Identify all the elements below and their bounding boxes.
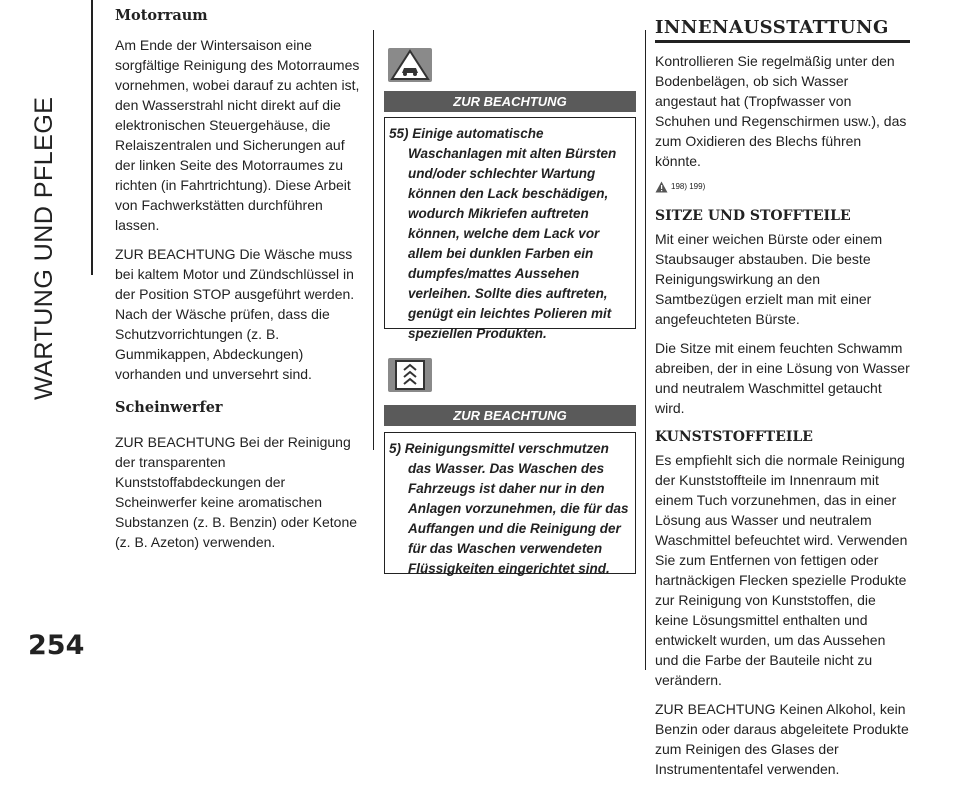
engine-heading: Motorraum: [115, 7, 208, 24]
engine-paragraph-2: ZUR BEACHTUNG Die Wäsche muss bei kaltem Motor und Zündschlüssel in der Position STOP ausgeführt werden. Nach der Wäsche prüfen, dass die Schutzvorrichtungen (z. B. Gummikappen, Abdeckungen) vorhanden und unversehrt sind.: [115, 246, 355, 382]
column-right: [655, 18, 910, 788]
warning-1-number: 55): [389, 126, 409, 141]
page-number: 254: [28, 630, 85, 661]
column-divider-right: [645, 30, 646, 670]
note-references: [655, 177, 910, 197]
interior-paragraph: Kontrollieren Sie regelmäßig unter den Bodenbelägen, ob sich Wasser angestaut hat (Tropfwasser von Schuhen und Regenschirmen usw.), das zum Oxidieren des Blechs führen könnte.: [655, 53, 907, 169]
warning-2-number: 5): [389, 441, 402, 456]
car-wash-icon: [388, 48, 432, 82]
plastic-paragraph-2: ZUR BEACHTUNG Keinen Alkohol, kein Benzin oder daraus abgeleitete Produkte zum Reinigen des Glases der Instrumententafel verwenden.: [655, 701, 909, 777]
headlight-paragraph: ZUR BEACHTUNG Bei der Reinigung der transparenten Kunststoffabdeckungen der Scheinwerfer keine aromatischen Substanzen (z. B. Benzin) oder Ketone (z. B. Azeton) verwenden.: [115, 434, 358, 550]
seats-paragraph-2: Die Sitze mit einem feuchten Schwamm abreiben, der in eine Lösung von Wasser und neutralem Waschmittel getaucht wird.: [655, 340, 910, 416]
column-left: [115, 6, 365, 561]
section-title-vertical: WARTUNG UND PFLEGE: [30, 96, 58, 400]
column-divider-left: [373, 30, 374, 450]
seats-paragraph-1: Mit einer weichen Bürste oder einem Staubsauger abstauben. Die beste Reinigungswirkung an den Samtbezügen erzielt man mit einer angefeuchteten Bürste.: [655, 231, 883, 327]
sidebar-divider: [91, 0, 93, 275]
warning-1-text: Einige automatische Waschanlagen mit alten Bürsten und/oder schlechter Wartung können den Lack beschädigen, wodurch Mikriefen auftreten können, welche dem Lack vor allem bei dunklen Farben ein dumpfes/mattes Aussehen verleihen. Sollte dies auftreten, genügt ein leichtes Polieren mit speziellen Produkten.: [408, 126, 617, 341]
warning-2-text: Reinigungsmittel verschmutzen das Wasser. Das Waschen des Fahrzeugs ist daher nur in den Anlagen vorzunehmen, die für das Auffangen und die Reinigung der für das Waschen verwendeten Flüssigkeiten eingerichtet sind.: [404, 441, 629, 576]
warning-triangle-icon: [655, 181, 668, 193]
interior-heading: INNENAUSSTATTUNG: [655, 17, 889, 38]
warning-1-box: [384, 117, 636, 341]
recycling-icon: [388, 358, 432, 392]
engine-paragraph-1: Am Ende der Wintersaison eine sorgfältige Reinigung des Motorraumes vornehmen, wobei darauf zu achten ist, den Wasserstrahl nicht direkt auf die elektronischen Steuergehäuse, die Relaiszentralen und Sicherungen auf der linken Seite des Motorraumes zu richten (in Fahrtrichtung). Diese Arbeit von Fachwerkstätten durchführen lassen.: [115, 37, 360, 233]
warning-2-box: [384, 432, 636, 574]
headlight-heading: Scheinwerfer: [115, 399, 223, 416]
seats-heading: SITZE UND STOFFTEILE: [655, 208, 851, 224]
warning-2-title: ZUR BEACHTUNG: [384, 405, 636, 426]
heading-rule: [655, 40, 910, 43]
plastic-heading: KUNSTSTOFFTEILE: [655, 429, 813, 445]
warning-1-title: ZUR BEACHTUNG: [384, 91, 636, 112]
plastic-paragraph-1: Es empfiehlt sich die normale Reinigung der Kunststoffteile im Innenraum mit einem Tuch vorzunehmen, das in einer Lösung aus Wasser und neutralem Waschmittel befeuchtet wird. Verwenden Sie zum Entfernen von fettigen oder hartnäckigen Flecken spezielle Produkte zur Reinigung von Kunststoffen, die keine Lösungsmittel enthalten und entwickelt wurden, um das Aussehen und die Farbe der Bauteile nicht zu verändern.: [655, 452, 908, 688]
note-numbers: 198) 199): [671, 182, 706, 191]
